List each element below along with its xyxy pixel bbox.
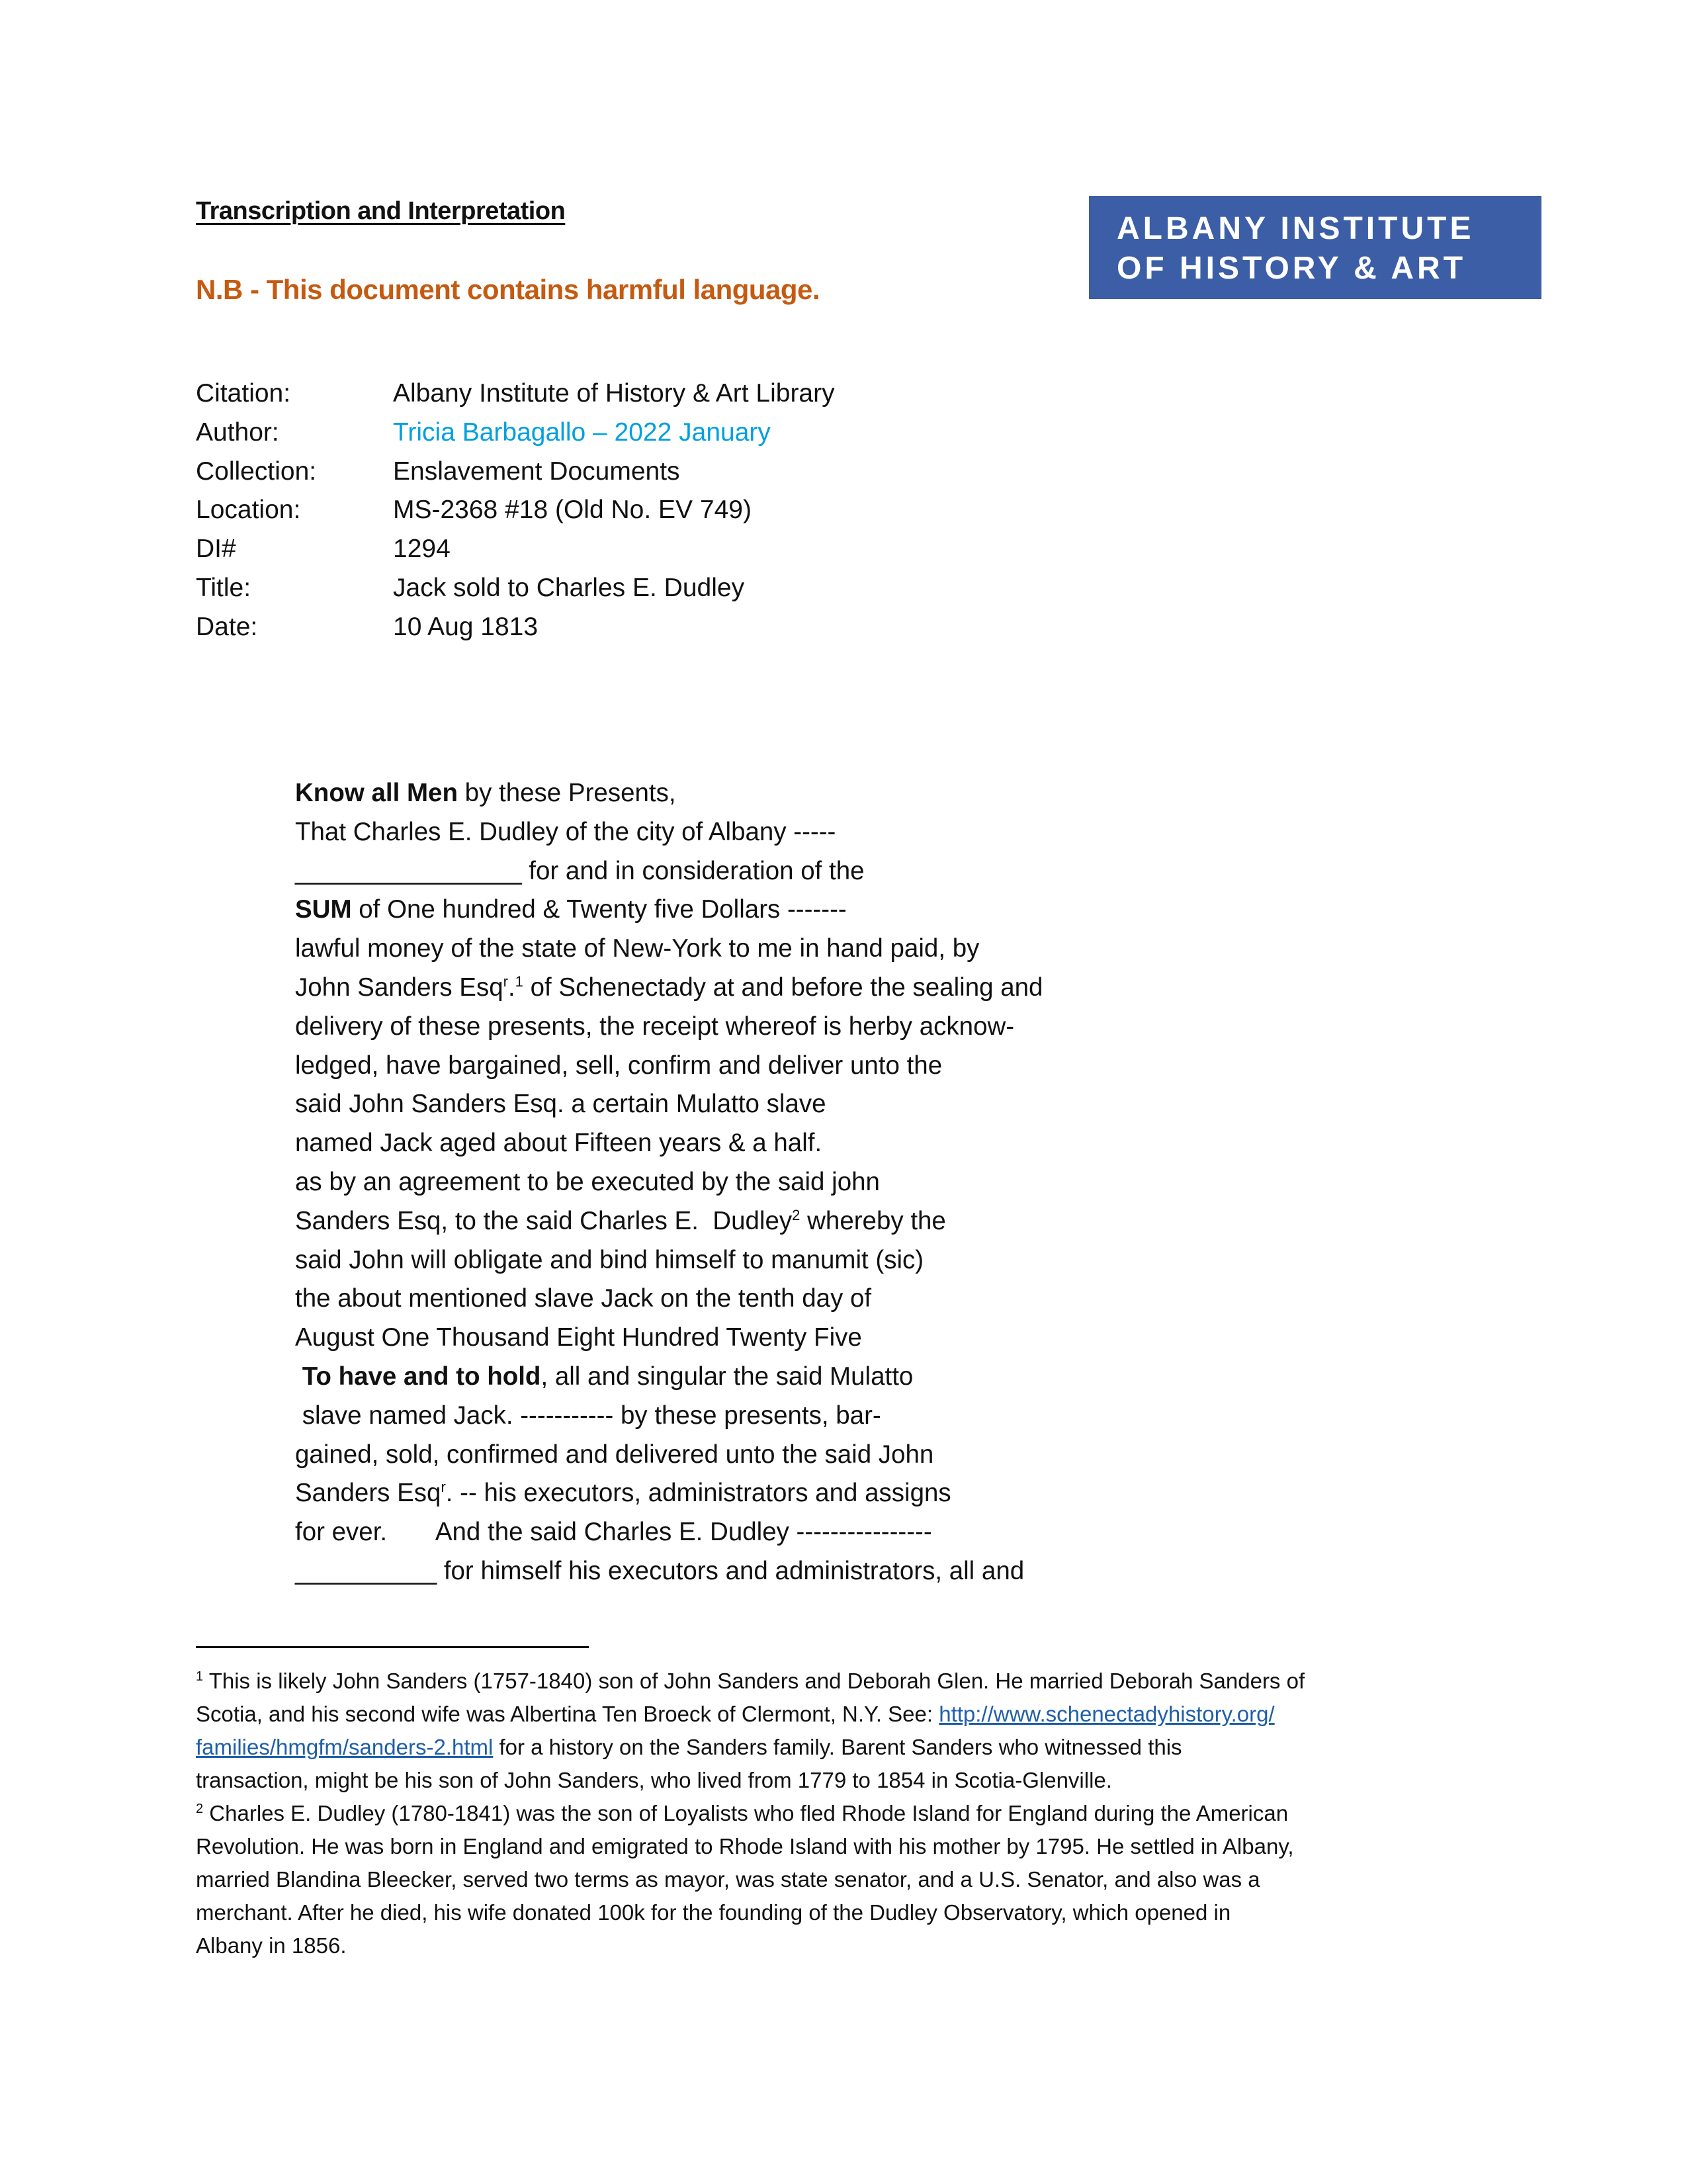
text-segment: Know all Men — [295, 779, 458, 807]
metadata-value: 1294 — [393, 535, 451, 564]
superscript: 2 — [792, 1206, 800, 1223]
superscript: r — [441, 1479, 446, 1496]
transcription-line — [295, 1085, 1043, 1124]
text-segment: John Sanders Esq — [295, 973, 503, 1002]
metadata-label: Title: — [196, 573, 251, 602]
metadata-value: Enslavement Documents — [393, 457, 680, 486]
footnote-line — [196, 1698, 1305, 1731]
text-segment: delivery of these presents, the receipt whereof is herby acknow- — [295, 1012, 1015, 1041]
text-segment: by these Presents, — [457, 779, 676, 807]
text-segment: as by an agreement to be executed by the said john — [295, 1167, 880, 1196]
text-segment: said John will obligate and bind himself to manumit (sic) — [295, 1245, 924, 1274]
text-segment: . -- his executors, administrators and assigns — [445, 1479, 951, 1508]
transcription-line — [295, 969, 1043, 1008]
superscript: 1 — [515, 973, 523, 990]
superscript: r — [503, 973, 508, 990]
transcription-line — [295, 930, 1043, 969]
content-warning: N.B - This document contains harmful language. — [196, 274, 820, 305]
text-segment: Sanders Esq — [295, 1479, 441, 1508]
transcription-body — [295, 774, 1043, 1591]
institution-logo — [1089, 196, 1541, 299]
text-segment: of Schenectady at and before the sealing and — [523, 973, 1043, 1002]
text-segment: the about mentioned slave Jack on the tenth day of — [295, 1284, 872, 1313]
page-heading: Transcription and Interpretation — [196, 197, 566, 225]
footnote-line — [196, 1797, 1305, 1830]
text-segment: . — [507, 973, 515, 1002]
metadata-label: Location: — [196, 496, 301, 525]
footnote-line — [196, 1896, 1305, 1929]
text-segment: August One Thousand Eight Hundred Twenty Five — [295, 1323, 862, 1352]
text-segment: whereby the — [800, 1206, 946, 1235]
transcription-line — [295, 813, 1043, 852]
text-segment: said John Sanders Esq. a certain Mulatto slave — [295, 1090, 826, 1119]
transcription-line — [295, 1047, 1043, 1086]
footnote-separator — [196, 1646, 589, 1648]
footnote-line — [196, 1863, 1305, 1896]
text-segment: merchant. After he died, his wife donated 100k for the founding of the Dudley Observatory, which opened in — [196, 1900, 1231, 1925]
transcription-line — [295, 1280, 1043, 1319]
text-segment: Sanders Esq, to the said Charles E. Dudley — [295, 1206, 793, 1235]
logo-line-2: OF HISTORY & ART — [1117, 251, 1467, 286]
metadata-label: Citation: — [196, 379, 291, 408]
text-segment: of One hundred & Twenty five Dollars ------- — [351, 895, 847, 924]
transcription-line — [295, 1552, 1043, 1591]
metadata-label: Date: — [196, 612, 258, 641]
metadata-label: Author: — [196, 417, 279, 447]
transcription-line — [295, 1008, 1043, 1047]
metadata-value: 10 Aug 1813 — [393, 612, 539, 641]
metadata-value: Albany Institute of History & Art Library — [393, 379, 835, 408]
metadata-value: Jack sold to Charles E. Dudley — [393, 573, 745, 602]
text-segment: Scotia, and his second wife was Albertina Ten Broeck of Clermont, N.Y. See: — [196, 1702, 939, 1726]
superscript: 2 — [196, 1802, 204, 1816]
text-segment: slave named Jack. ----------- by these presents, bar- — [295, 1401, 881, 1430]
text-segment: for ever. And the said Charles E. Dudley ---------------- — [295, 1518, 932, 1547]
text-segment: transaction, might be his son of John Sanders, who lived from 1779 to 1854 in Scotia-Glenville. — [196, 1768, 1112, 1792]
transcription-line — [295, 1358, 1043, 1397]
text-segment: gained, sold, confirmed and delivered unto the said John — [295, 1440, 934, 1469]
text-segment: Revolution. He was born in England and emigrated to Rhode Island with his mother by 1795. He settled in Albany, — [196, 1834, 1294, 1858]
text-segment — [295, 1362, 302, 1391]
transcription-line — [295, 1319, 1043, 1358]
transcription-line — [295, 1513, 1043, 1552]
text-segment: This is likely John Sanders (1757-1840) son of John Sanders and Deborah Glen. He married Deborah Sanders of — [203, 1669, 1305, 1693]
logo-line-1: ALBANY INSTITUTE — [1117, 211, 1475, 246]
footnote-line — [196, 1731, 1305, 1764]
transcription-line — [295, 774, 1043, 813]
transcription-line — [295, 1474, 1043, 1513]
transcription-line — [295, 1397, 1043, 1436]
text-segment: ledged, have bargained, sell, confirm and deliver unto the — [295, 1051, 943, 1080]
text-segment: lawful money of the state of New-York to me in hand paid, by — [295, 934, 980, 963]
footnotes — [196, 1665, 1305, 1962]
metadata-label: DI# — [196, 535, 236, 564]
footnote-line — [196, 1665, 1305, 1698]
text-segment: That Charles E. Dudley of the city of Albany ----- — [295, 817, 836, 846]
transcription-line — [295, 1241, 1043, 1280]
text-segment: Charles E. Dudley (1780-1841) was the son of Loyalists who fled Rhode Island for England during the American — [203, 1801, 1289, 1825]
transcription-line — [295, 852, 1043, 891]
footnote-line — [196, 1830, 1305, 1863]
metadata-value: Tricia Barbagallo – 2022 January — [393, 417, 771, 447]
metadata-value: MS-2368 #18 (Old No. EV 749) — [393, 496, 752, 525]
metadata-label: Collection: — [196, 457, 317, 486]
text-segment: SUM — [295, 895, 352, 924]
footnote-link[interactable]: families/hmgfm/sanders-2.html — [196, 1735, 494, 1759]
text-segment: Albany in 1856. — [196, 1933, 347, 1958]
footnote-line — [196, 1929, 1305, 1962]
text-segment: named Jack aged about Fifteen years & a half. — [295, 1129, 822, 1158]
text-segment: for a history on the Sanders family. Barent Sanders who witnessed this — [493, 1735, 1182, 1759]
text-segment: To have and to hold — [302, 1362, 541, 1391]
text-segment: __________ for himself his executors and administrators, all and — [295, 1556, 1025, 1585]
transcription-line — [295, 891, 1043, 930]
footnote-line — [196, 1764, 1305, 1797]
superscript: 1 — [196, 1669, 204, 1684]
text-segment: married Blandina Bleecker, served two terms as mayor, was state senator, and a U.S. Senator, and also was a — [196, 1867, 1260, 1892]
text-segment: , all and singular the said Mulatto — [541, 1362, 914, 1391]
transcription-line — [295, 1202, 1043, 1241]
text-segment: ________________ for and in consideration of the — [295, 856, 865, 885]
transcription-line — [295, 1124, 1043, 1163]
transcription-line — [295, 1436, 1043, 1475]
transcription-line — [295, 1163, 1043, 1202]
footnote-link[interactable]: http://www.schenectadyhistory.org/ — [939, 1702, 1275, 1726]
